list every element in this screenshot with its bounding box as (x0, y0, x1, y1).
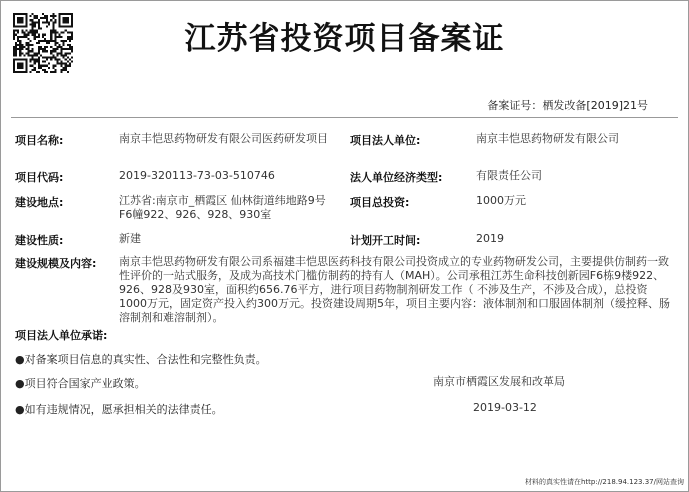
record-number: 备案证号：栖发改备[2019]21号 (487, 99, 648, 112)
project-name-label: 项目名称: (15, 134, 64, 147)
project-code-value: 2019-320113-73-03-510746 (119, 169, 275, 182)
project-name-value: 南京丰恺思药物研发有限公司医药研发项目 (119, 132, 328, 145)
entity-type-label: 法人单位经济类型: (350, 171, 443, 184)
commitment-item: ●项目符合国家产业政策。 (15, 377, 146, 390)
issue-date: 2019-03-12 (473, 401, 537, 414)
legal-entity-label: 项目法人单位: (350, 134, 421, 147)
start-time-label: 计划开工时间: (350, 234, 421, 247)
header-divider (11, 117, 678, 118)
investment-value: 1000万元 (476, 194, 526, 207)
nature-value: 新建 (119, 232, 141, 245)
issuing-authority: 南京市栖霞区发展和改革局 (433, 375, 565, 388)
commitment-item: ●如有违规情况，愿承担相关的法律责任。 (15, 403, 223, 416)
investment-label: 项目总投资: (350, 196, 410, 209)
legal-entity-value: 南京丰恺思药物研发有限公司 (476, 132, 619, 145)
scope-label: 建设规模及内容: (15, 257, 97, 270)
location-label: 建设地点: (15, 196, 64, 209)
document-title: 江苏省投资项目备案证 (184, 21, 505, 57)
entity-type-value: 有限责任公司 (476, 169, 542, 182)
scope-value: 南京丰恺思药物研发有限公司系福建丰恺思医药科技有限公司投资成立的专业药物研发公司，主要提供仿制药一致性评价的一站式服务，及成为高技术门槛仿制药的持有人（MAH）。公司承租江苏生命科技创新园F6栋9楼922、926、928及930室，面积约656.76平方，进行项目药物制剂研发工作（ 不涉及生产，不涉及合成），总投资1000万元，固定资产投入约300万元。投资建设周期5年，项目主要内容：液体制剂和口服固体制剂（缓控释、肠溶制剂和难溶制剂）。 (119, 255, 670, 324)
commitment-heading: 项目法人单位承诺: (15, 329, 108, 342)
nature-label: 建设性质: (15, 234, 64, 247)
verification-link[interactable]: 材料的真实性请在http://218.94.123.37/网站查询 (524, 478, 684, 486)
project-code-label: 项目代码: (15, 171, 64, 184)
start-time-value: 2019 (476, 232, 504, 245)
location-value: 江苏省:南京市_栖霞区 仙林街道纬地路9号F6幢922、926、928、930室 (119, 194, 326, 221)
commitment-item: ●对备案项目信息的真实性、合法性和完整性负责。 (15, 353, 267, 366)
